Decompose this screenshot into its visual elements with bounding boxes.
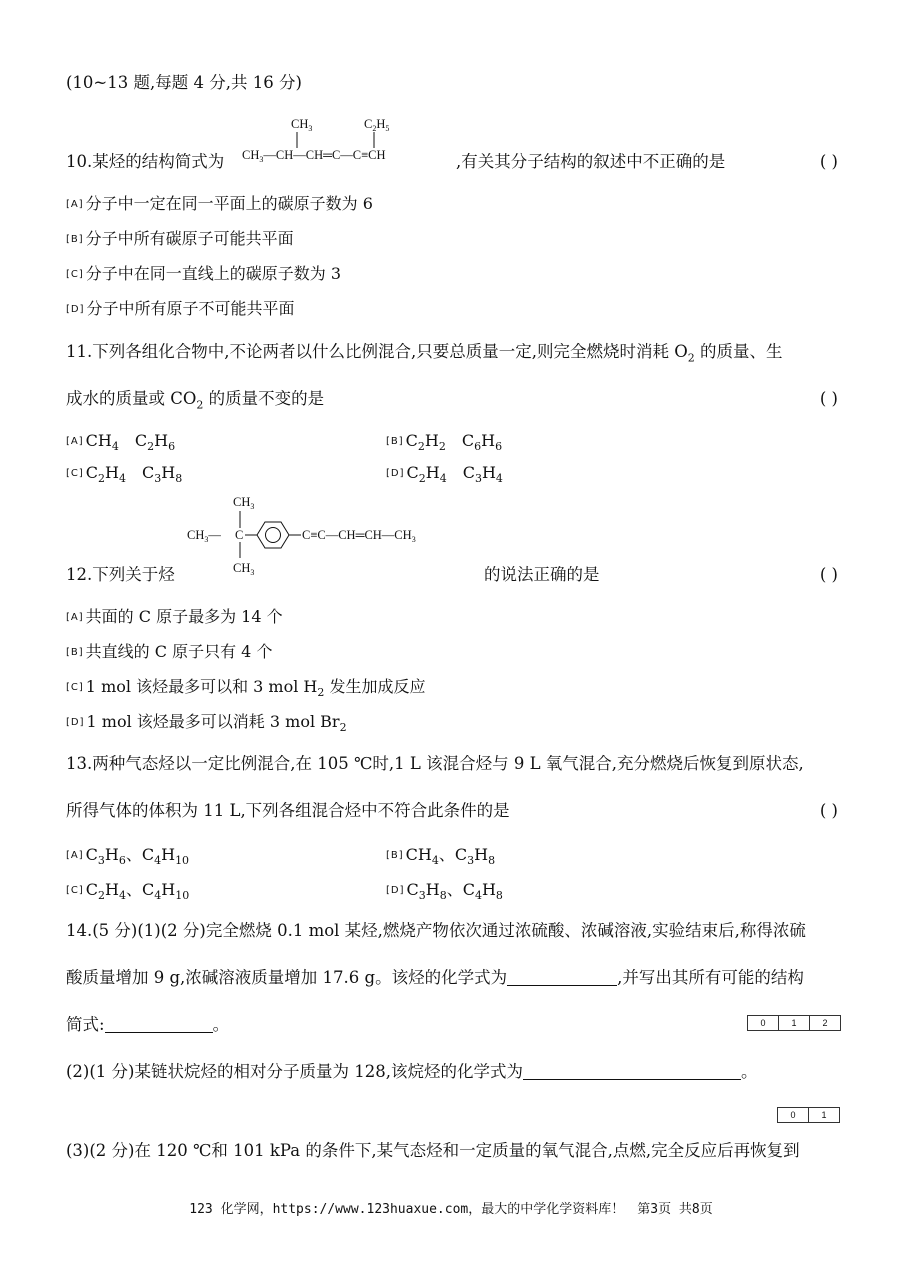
score-cell[interactable]: 1 <box>778 1016 809 1030</box>
q10-option-a: [A] 分子中一定在同一平面上的碳原子数为 6 <box>66 194 373 213</box>
q13-option-a: [A] $C_3H_6$、$C_4H_{10}$ <box>66 845 190 868</box>
q13-line2: 所得气体的体积为 11 L,下列各组混合烃中不符合此条件的是 <box>66 801 510 820</box>
q10-branch-ch3: $CH_3$ <box>291 117 313 133</box>
q14-line2: 酸质量增加 9 g,浓碱溶液质量增加 17.6 g。该烃的化学式为 ,并写出其所有可能的结构 <box>66 968 804 987</box>
q11-line2: 成水的质量或 $CO_2$ 的质量不变的是 <box>66 389 325 412</box>
q12-benzene-ring <box>257 522 289 548</box>
q14-formula-blank[interactable] <box>507 969 617 986</box>
q13-option-c: [C] $C_2H_4$、$C_4H_{10}$ <box>66 880 190 903</box>
score-cell[interactable]: 0 <box>790 1110 796 1120</box>
q10-branch-c2h5: $C_2H_5$ <box>364 117 390 133</box>
q12-center-c: C <box>235 528 244 542</box>
q12-methyl-bottom: $CH_3$ <box>233 561 255 577</box>
q10-option-b: [B] 分子中所有碳原子可能共平面 <box>66 229 294 248</box>
q14-part2: (2)(1 分)某链状烷烃的相对分子质量为 128,该烷烃的化学式为 。 <box>66 1062 758 1081</box>
q12-option-c: [C] 1 mol 该烃最多可以和 3 mol $H_2$ 发生加成反应 <box>66 677 426 700</box>
q12-stem-before: 12.下列关于烃 <box>66 565 175 584</box>
q10-option-c: [C] 分子中在同一直线上的碳原子数为 3 <box>66 264 342 283</box>
q11-answer-paren: ( ) <box>819 389 838 408</box>
q11-line1: 11.下列各组化合物中,不论两者以什么比例混合,只要总质量一定,则完全燃烧时消耗 $O_2$ 的质量、生 <box>66 342 783 365</box>
q12-methyl-left: $CH_3—$ <box>187 528 221 544</box>
section-header: (10~13 题,每题 4 分,共 16 分) <box>66 73 302 92</box>
score-cell[interactable]: 1 <box>808 1108 839 1122</box>
q10-answer-paren: ( ) <box>819 152 838 171</box>
q13-line1: 13.两种气态烃以一定比例混合,在 105 ℃时,1 L 该混合烃与 9 L 氧气混合,充分燃烧后恢复到原状态, <box>66 754 804 773</box>
q13-option-b: [B] $CH_4$、$C_3H_8$ <box>386 845 496 868</box>
q14-score-box-2 <box>777 1107 840 1123</box>
q10-option-d: [D] 分子中所有原子不可能共平面 <box>66 299 295 318</box>
q12-answer-paren: ( ) <box>819 565 838 584</box>
q14-score-box-1 <box>747 1015 841 1031</box>
q12-methyl-top: $CH_3$ <box>233 495 255 511</box>
q12-structure <box>185 490 480 582</box>
q11-option-b: [B] $C_2H_2$ $C_6H_6$ <box>386 431 503 454</box>
page-footer: 123 化学网，https://www.123huaxue.com，最大的中学化学资料库！ 第3页 共8页 <box>189 1202 713 1217</box>
q12-stem-after: 的说法正确的是 <box>484 565 600 584</box>
q10-stem-after: ,有关其分子结构的叙述中不正确的是 <box>456 152 726 171</box>
q11-option-c: [C] $C_2H_4$ $C_3H_8$ <box>66 463 183 486</box>
q10-main-chain: $CH_3—CH—CH═C—C\equiv CH$ <box>242 148 386 164</box>
q13-answer-paren: ( ) <box>819 801 838 820</box>
q10-structure <box>240 110 455 170</box>
q11-option-d: [D] $C_2H_4$ $C_3H_4$ <box>386 463 503 486</box>
q12-benzene-circle <box>266 528 281 543</box>
q14-alkane-blank[interactable] <box>523 1063 741 1080</box>
q14-part3: (3)(2 分)在 120 ℃和 101 kPa 的条件下,某气态烃和一定质量的氧气混合,点燃,完全反应后再恢复到 <box>66 1141 800 1160</box>
q14-structure-blank[interactable] <box>105 1016 213 1033</box>
q13-option-d: [D] $C_3H_8$、$C_4H_8$ <box>386 880 503 903</box>
score-cell[interactable]: 2 <box>809 1016 840 1030</box>
q10-stem-before: 10.某烃的结构简式为 <box>66 152 225 171</box>
score-cell[interactable]: 0 <box>760 1018 766 1028</box>
q12-option-d: [D] 1 mol 该烃最多可以消耗 3 mol $Br_2$ <box>66 712 347 735</box>
q14-line3: 简式: 。 <box>66 1015 230 1034</box>
q12-option-b: [B] 共直线的 C 原子只有 4 个 <box>66 642 273 661</box>
q12-chain: $C\equiv C—CH═CH—CH_3$ <box>302 528 416 544</box>
q12-option-a: [A] 共面的 C 原子最多为 14 个 <box>66 607 283 626</box>
q14-line1: 14.(5 分)(1)(2 分)完全燃烧 0.1 mol 某烃,燃烧产物依次通过浓硫酸、浓碱溶液,实验结束后,称得浓硫 <box>66 921 806 940</box>
q11-option-a: [A] $CH_4$ $C_2H_6$ <box>66 431 176 454</box>
